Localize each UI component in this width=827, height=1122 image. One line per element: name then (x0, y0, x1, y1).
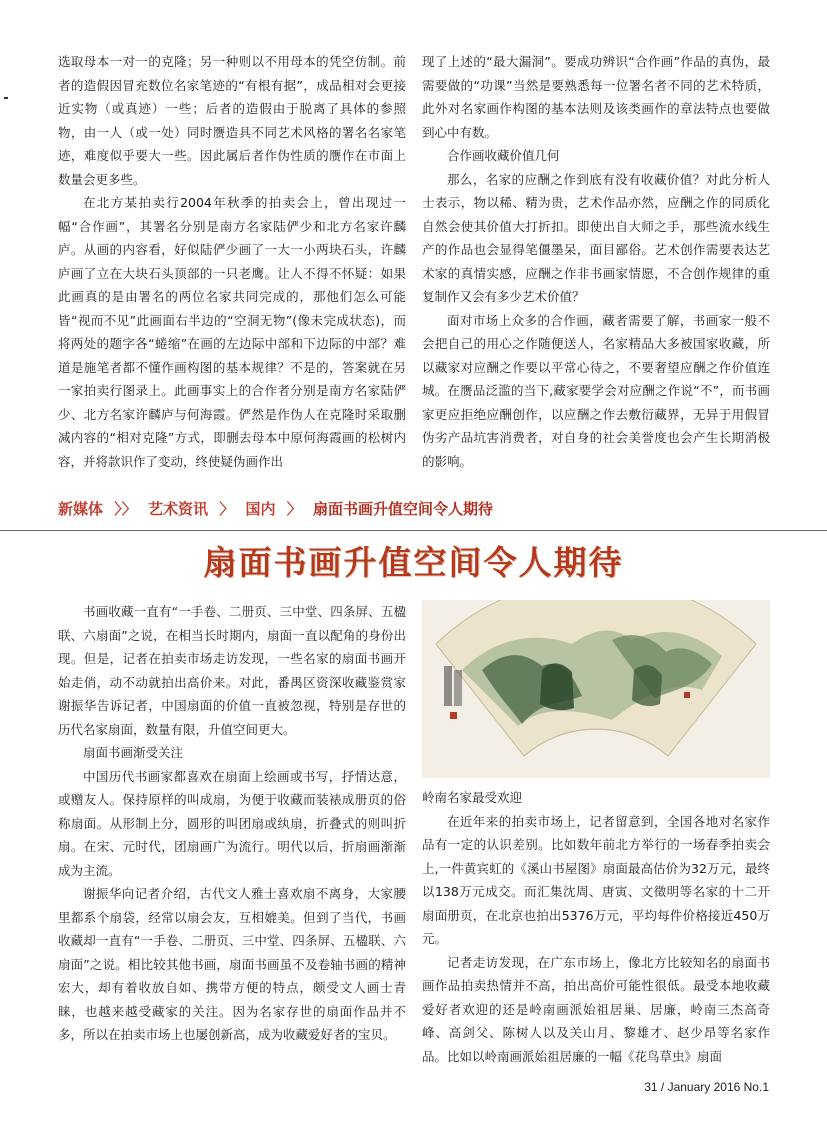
top-right-column (422, 50, 770, 473)
fan-painting-image (422, 600, 770, 778)
bottom-left-column (58, 600, 406, 1047)
paragraph: 在北方某拍卖行2004年秋季的拍卖会上，曾出现过一幅“合作画”，其署名分别是南方名家陆俨少和北方名家许麟庐。从画的内容看，好似陆俨少画了一大一小两块石头，许麟庐画了立在大块石头顶部的一只老鹰。让人不得不怀疑：如果此画真的是由署名的两位名家共同完成的，那他们怎么可能皆“视而不见”此画面右半边的“空洞无物”(像未完成状态)，而将两处的题字各“蜷缩”在画的左边际中部和下边际的中部？难道是施笔者都不懂作画构图的基本规律？不是的，答案就在另一家拍卖行图录上。此画事实上的合作者分别是南方名家陆俨少、北方名家许麟庐与何海霞。俨然是作伪人在克隆时采取删减内容的“相对克隆”方式，即删去母本中原何海霞画的松树内容，并将款识作了变动，终使疑伪画作出 (58, 195, 406, 469)
section-heading: 岭南名家最受欢迎 (422, 790, 523, 805)
paragraph: 谢振华向记者介绍，古代文人雅士喜欢扇不离身，大家腰里都系个扇袋，经常以扇会友，互相媲美。但到了当代，书画收藏却一直有“一手卷、二册页、三中堂、四条屏、五楹联、六扇面”之说。相比较其他书画，扇面书画虽不及卷轴书画的精神宏大，却有着收放自如、携带方便的特点，颇受文人画士青睐，也越来越受藏家的关注。因为名家存世的扇面作品并不多，所以在拍卖市场上也屡创新高，成为收藏爱好者的宝贝。 (58, 886, 406, 1042)
breadcrumb-item-domestic[interactable]: 国内 (245, 500, 276, 518)
section-divider (0, 530, 827, 531)
bottom-right-column (422, 786, 770, 1068)
breadcrumb-item-new-media[interactable]: 新媒体 (58, 500, 104, 518)
paragraph: 在近年来的拍卖市场上，记者留意到，全国各地对名家作品有一定的认识差别。比如数年前北方举行的一场春季拍卖会上,一件黄宾虹的《溪山书屋图》扇面最高估价为32万元，最终以138万元成交。而汇集沈周、唐寅、文徵明等名家的十二开扇面册页，在北京也拍出5376万元，平均每件价格接近450万元。 (422, 813, 770, 946)
paragraph: 书画收藏一直有“一手卷、二册页、三中堂、四条屏、五楹联、六扇面”之说，在相当长时期内，扇面一直以配角的身份出现。但是，记者在拍卖市场走访发现，一些名家的扇面书画开始走俏，动不动就拍出高价来。对此，番禺区资深收藏鉴赏家谢振华告诉记者，中国扇面的价值一直被忽视，特别是存世的历代名家扇面，数量有限，升值空间更大。 (58, 604, 406, 737)
paragraph: 记者走访发现，在广东市场上，像北方比较知名的扇面书画作品拍卖热情并不高，拍出高价可能性很低。最受本地收藏爱好者欢迎的还是岭南画派始祖居巢、居廉，岭南三杰高奇峰、高剑父、陈树人以及关山月、黎雄才、赵少昂等名家作品。比如以岭南画派始祖居廉的一幅《花鸟草虫》扇面 (422, 954, 770, 1064)
top-left-column (58, 50, 406, 473)
page-footer: 31 / January 2016 No.1 (644, 1080, 769, 1094)
breadcrumb-item-art-news[interactable]: 艺术资讯 (148, 500, 209, 518)
paragraph: 面对市场上众多的合作画，藏者需要了解，书画家一般不会把自己的用心之作随便送人，名家精品大多被国家收藏，所以藏家对应酬之作要以平常心待之，不要奢望应酬之作价值连城。在赝品泛滥的当下,藏家要学会对应酬之作说“不”，而书画家更应拒绝应酬创作，以应酬之作去敷衍藏界，无异于用假冒伪劣产品坑害消费者，对自身的社会美誉度也会产生长期消极的影响。 (422, 312, 770, 469)
breadcrumb-separator: 〉 (286, 500, 302, 518)
paragraph: 那么，名家的应酬之作到底有没有收藏价值？对此分析人士表示，物以稀、精为贵，艺术作品亦然，应酬之作的同质化自然会使其价值大打折扣。即使出自大师之手，那些流水线生产的作品也会显得笔僵墨呆，面目鄙俗。艺术创作需要表达艺术家的真情实感，应酬之作非书画家情愿，不合创作规律的重复制作又会有多少艺术价值？ (422, 171, 770, 304)
margin-mark (4, 97, 8, 99)
section-heading: 合作画收藏价值几何 (447, 148, 560, 163)
breadcrumb-separator: 〉〉 (114, 500, 137, 518)
paragraph: 现了上述的“最大漏洞”。要成功辨识“合作画”作品的真伪，最需要做的“功课”当然是要熟悉每一位署名者不同的艺术特质，此外对名家画作构图的基本法则及该类画作的章法特点也要做到心中有数。 (422, 54, 770, 140)
paragraph: 中国历代书画家都喜欢在扇面上绘画或书写，抒情达意，或赠友人。保持原样的叫成扇，为便于收藏而装裱成册页的俗称扇面。从形制上分，圆形的叫团扇或纨扇，折叠式的则叫折扇。在宋、元时代，团扇画广为流行。明代以后，折扇画渐渐成为主流。 (58, 768, 406, 878)
paragraph: 选取母本一对一的克隆；另一种则以不用母本的凭空仿制。前者的造假因冒充数位名家笔迹的“有根有据”，成品相对会更接近实物（或真迹）一些；后者的造假由于脱离了具体的参照物，由一人（或一处）同时赝造具不同艺术风格的署名名家笔迹，难度似乎要大一些。因此属后者作伪性质的赝作在市面上数量会更多些。 (58, 54, 406, 187)
breadcrumb-item-current: 扇面书画升值空间令人期待 (313, 500, 494, 518)
fan-painting-illustration (422, 600, 770, 778)
section-heading: 扇面书画渐受关注 (83, 745, 184, 760)
breadcrumb-separator: 〉 (219, 500, 235, 518)
page-title: 扇面书画升值空间令人期待 (203, 543, 624, 582)
breadcrumb (58, 497, 778, 521)
